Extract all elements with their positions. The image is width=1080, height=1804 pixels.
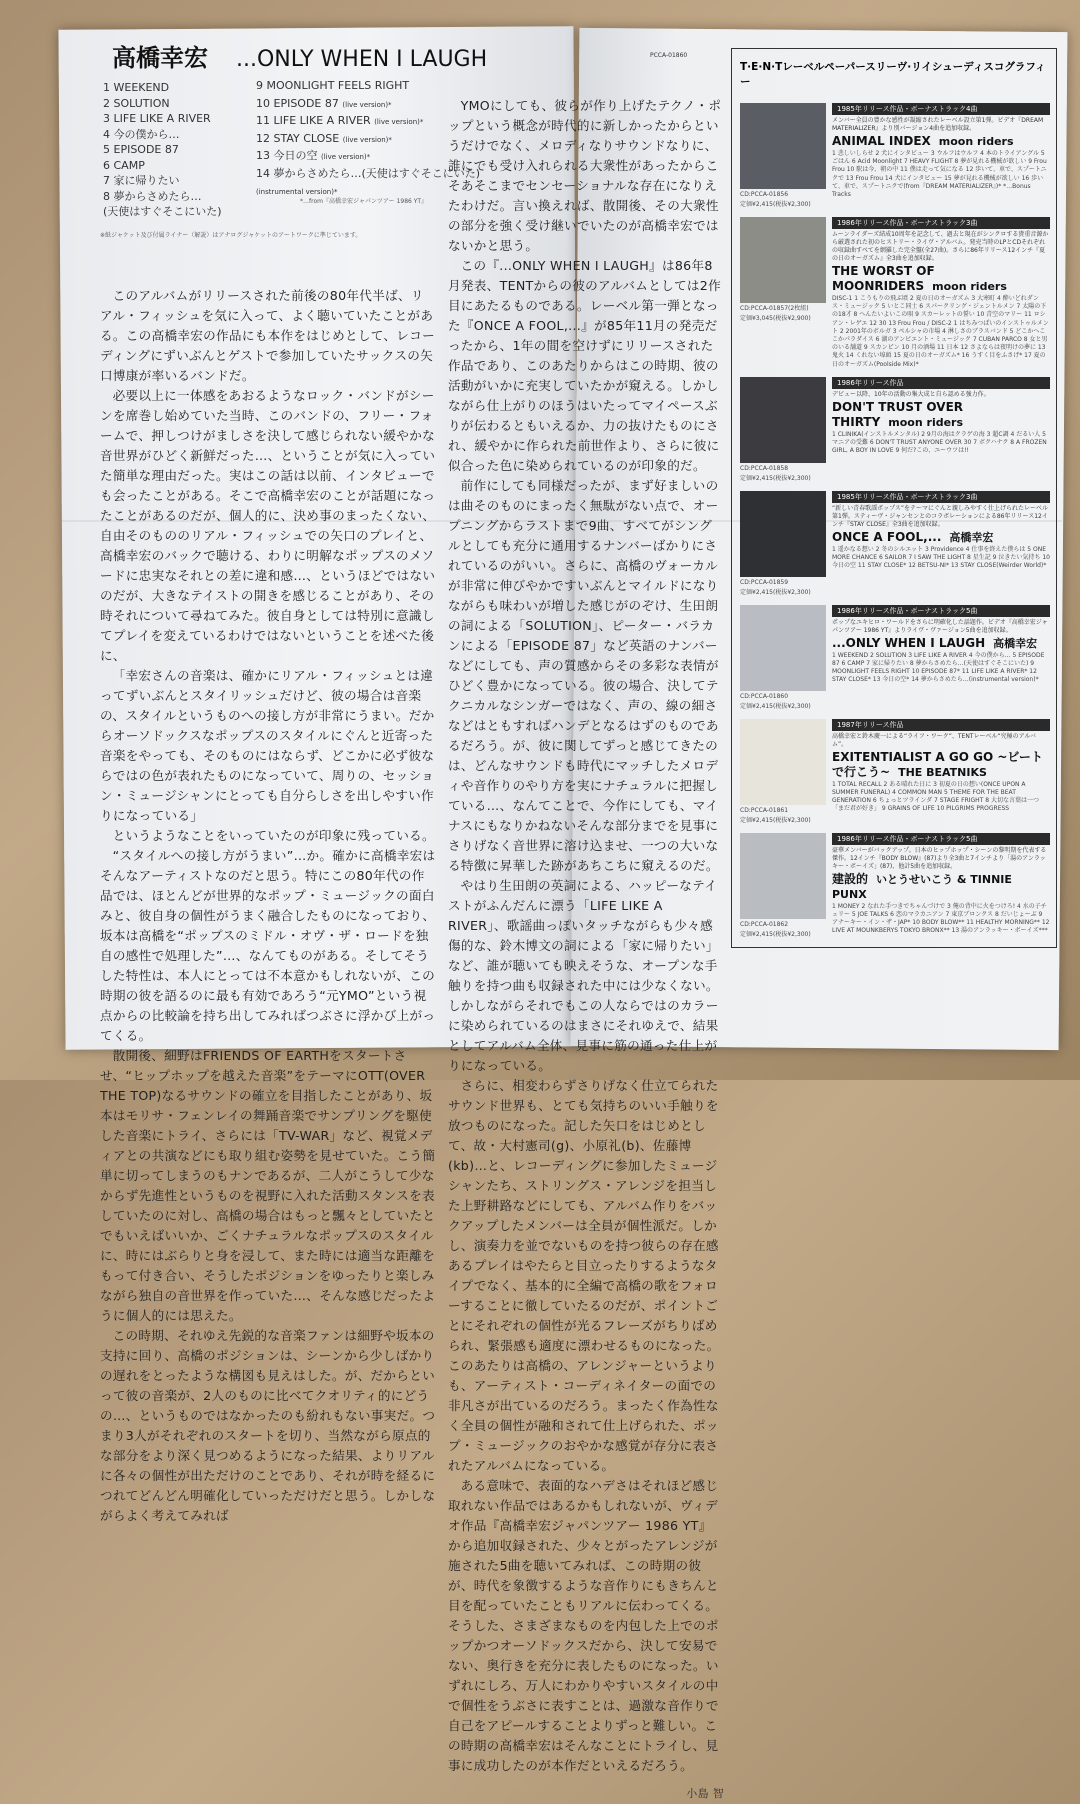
discography-title: T·E·N·Tレーベルペーパースリーヴ·リイシューディスコグラフィー	[740, 61, 1046, 88]
price: 定価¥2,415(税抜¥2,300)	[740, 816, 811, 824]
album-tracklist: 1 TOTAL RECALL 2 ある晴れた日に 3 初夏の日の想い(ONCE UPON A SUMMER FUNERAL) 4 COMMON MAN 5 THEME FOR THE BEAT GENERATION 6 ちょっとツラインダ 7 STAGE FRIGHT 8 大切な言葉は一つ「まだ君が好き」 9 GRAINS OF LIFE 10 PILGRIMS PROGRESS	[832, 780, 1039, 813]
essay-paragraph: 必要以上に一体感をあおるようなロック・バンドがシーンを席巻し始めていた当時、このバンドの、フリー・フォームで、押しつけがましさを決して感じられない緩やかな音世界がひどく新鮮だった…、ということが気に入っていた簡単な理由だった。実はこの話は以前、インタビューでも会ったことがある。そこで高橋幸宏のことが話題になったことがあるのだが、個人的に、決め事のまったくない、自由そのもののリアル・フィッシュでの矢口のプレイと、高橋幸宏のバックで聴ける、わりに明解なポップスのメソードに忠実なそれとの差に違和感…、というほどではないのだが、大きなテイストの開きを感じることがあり、その時それについて尋ねてみた。彼自身としては特別に意識してプレイを変えているわけではないということを述べた後に、	[100, 388, 436, 663]
album-description: ムーンライダーズ結成10周年を記念して、過去と現在がシンクロする貴重音源から厳選された初のヒストリー・ライヴ・アルバム。発売当時のLPとCDそれぞれの収録曲すべてを網羅した完全盤(全27曲)。さらに86年リリース12インチ『夏の日のオーガズム』全3曲を追加収録。	[832, 231, 1049, 262]
essay-paragraph: この『...ONLY WHEN I LAUGH』は86年8月発表、TENTからの彼のアルバムとしては2作目にあたるものである。レーベル第一弾となった『ONCE A FOOL,...』が85年11月の発売だったから、1年の間を空けずにリリースされた作品であり、このあたりからはこの時期、彼の活動がいかに充実していたかが窺える。しかしながら仕上がりのほうはいたってマイペースぶりが伝わるともいえるか、力の抜けたものにされ、緩やかに作られた前世作より、さらに彼に似合った色に染められているのが印象的だ。	[448, 258, 721, 473]
album-info	[832, 719, 1050, 825]
track-version: (live version)*	[342, 100, 392, 109]
album-info	[832, 217, 1050, 369]
cover-column	[740, 103, 826, 209]
track-item: 3 LIFE LIKE A RIVER	[103, 112, 211, 125]
discography-entry	[740, 377, 1050, 483]
album-name: ANIMAL INDEX	[832, 134, 931, 148]
album-artist: 高橋幸宏	[949, 530, 994, 544]
album-tracklist: 1 MONEY 2 なれた手つきでちゃんづけで 3 俺の背中に火をつけろ! 4 水の子チェリー 5 JOE TALKS 6 恋のマラカニアン 7 東京ブロンクス 8 だいじょーぶ 9 アナーキー・イン・ザ・JAP* 10 BODY BLOW** 11 HEALTHY MORNING** 12 LIVE AT MOUNKBERYS TOKYO BRONX** 13 湯のアンラッキー・ボーイズ***	[832, 902, 1050, 935]
release-band: 1986年リリース作品・ボーナストラック5曲	[832, 833, 1050, 845]
album-title	[832, 264, 1050, 294]
essay-paragraph: この時期、それゆえ先鋭的な音楽ファンは細野や坂本の支持に回り、高橋のポジションは、シーンから少しばかりの遅れをとったような構図も見えはした。が、だからといって彼の音楽が、2人のものに比べてクオリティ的にどうの…、というものではなかったのも紛れもない事実だ。つまり3人がそれぞれのスタートを切り、当然ながら原点的な部分をより深く見つめるようになった結果、よりリアルに各々の個性が出ただけのことであり、それが時を経るにつれてどんどん明確化していっただけだと思う。しかしながらよく考えてみれば	[100, 1328, 436, 1523]
essay-paragraph: というようなことをいっていたのが印象に残っている。	[112, 828, 435, 843]
track-item: 7 家に帰りたい	[103, 174, 180, 187]
catalog-number: PCCA-01860	[650, 52, 688, 59]
track-title: 14 夢からさめたら…(天使はすぐそこにいた)	[256, 166, 481, 180]
album-artist: 高橋幸宏	[993, 636, 1038, 650]
album-artist: THE BEATNIKS	[898, 765, 987, 779]
track-version: (instrumental version)*	[256, 188, 338, 196]
artist-name: 高橋幸宏	[112, 44, 208, 72]
cover-column	[740, 377, 826, 483]
essay-paragraph: 前作にしても同様だったが、まず好ましいのは曲そのものにまったく無駄がない点で、オープニングからラストまで9曲、すべてがシングルとしても充分に通用するナンバーばかりにされているのがいい。さらに、高橋のヴォーカルが非常に伸びやかですいぶんとマイルドになりながらも味わいが増した感じがのぞけ、生田朗の詞による「SOLUTION」、ピーター・バラカンによる「EPISODE 87」など英語のナンバーなどにしても、声の質感からその多彩な表情がひどく豊かになっている。彼の場合、決してテクニカルなシンガーではなく、声の、線の細さなどはともすればハンデとなるはずのものであるだろう。が、彼に関してずっと感じてきたのは、どんなサウンドも時代にマッチしたメロディや音作りのやり方を実にナチュラルに把握している…、なんてことで、今作にしても、マイナスにもなりかねないそんな部分までを見事にさりげなく音世界に溶け込ませ、一つの大いなる特徴に昇華した跡があちこちに窺えるのだ。	[448, 478, 719, 873]
album-tracklist: 1 遥かなる想い 2 冬のシルエット 3 Providence 4 仕事を終えた僕らは 5 ONE MORE CHANCE 6 SAILOR 7 I SAW THE LIGHT 8 星生記 9 泣きたい気持ち 10 今日の空 11 STAY CLOSE* 12 BETSU-NI* 13 STAY CLOSE(Weirder World)*	[832, 545, 1050, 570]
cd-number: CD:PCCA-01860	[740, 692, 789, 700]
release-band: 1986年リリース作品・ボーナストラック5曲	[832, 605, 1050, 617]
album-name: DON'T TRUST OVER THIRTY	[832, 399, 964, 429]
album-name: ONCE A FOOL,...	[832, 529, 942, 544]
album-info	[832, 491, 1050, 597]
album-name: 建設的	[832, 871, 869, 886]
track-item	[256, 166, 480, 184]
essay-paragraph: このアルバムがリリースされた前後の80年代半ば、リアル・フィッシュを気に入って、よく聴いていたことがある。この高橋幸宏の作品にも本作をはじめとして、レコーディングにずいぶんとゲストで参加していたサックスの矢口博康が率いるバンドだ。	[100, 288, 435, 383]
essay-paragraph: 散開後、細野はFRIENDS OF EARTHをスタートさせ、“ヒップホップを越えた音楽”をテーマにOTT(OVER THE TOP)なるサウンドの確立を目指したことがあり、坂本はモリサ・フェンレイの舞踊音楽でサンプリングを駆使した音楽にトライ、さらには「TV-WAR」など、視覚メディアとの共演などにも取り組む姿勢を見せていた。こう簡単に切ってしまうのもナンであるが、二人がこうして少なからず先進性というものを視野に入れた活動スタンスを表していたのに対し、高橋の場合はもっと飄々としていたとでもいえばいいか、ごくナチュラルなポップスのスタイルに、時にはぶらりと身を浸して、また時には適当な距離をもって付き合い、そうしたポジションをゆったりと楽しみながら独自の音世界を作っていた…、そんな感じだったように個人的には思えた。	[100, 1048, 436, 1323]
track-title: 13 今日の空	[256, 149, 318, 162]
tracklist-right	[256, 78, 480, 201]
release-band: 1987年リリース作品	[832, 719, 1050, 731]
album-title	[832, 636, 1050, 651]
album-tracklist: DISC-1 1 こうもりの飛ぶ頃 2 夏の日のオーガズム 3 大寒町 4 酔いどれダンス・ミュージック 5 いとこ同士 6 スパークリング・ジェントルメン 7 太陽の下の18才 8 へんたいよいこの唄 9 スカーレットの誓い 10 青空のマリー 11 ロシアン・レゲエ 12 30 13 Frou Frou / DISC-2 1 はちみつぱいのインストゥルメント 2 2001年のボルガ 3 ペルシャの市場 4 淋しさのブラスバンド 5 どこかへここかパラダイス 6 湖のアンビエント・ミュージック 7 CUBAN PARCO 8 女と男のいる舗道 9 スカンピン 10 月の酒場 11 日本 12 さよならは夜明けの夢に 13 鬼火 14 くれない埠頭 15 夏の日のオーガズム* 16 うすく目をふさげ* 17 夏の日のオーガズム(Poolside Mix)*	[832, 295, 1049, 368]
album-title	[832, 530, 1050, 545]
release-band: 1985年リリース作品・ボーナストラック3曲	[832, 491, 1050, 503]
track-version: (live version)*	[374, 118, 424, 126]
album-title	[832, 872, 1050, 902]
cover-column	[740, 605, 826, 711]
album-name: EXITENTIALIST A GO GO ~ビートで行こう~	[832, 749, 1043, 779]
author-name: 小島 智	[686, 1787, 724, 1800]
cover-column	[740, 217, 826, 369]
album-cover-image	[740, 491, 826, 577]
essay-column-1	[100, 286, 436, 1526]
album-tracklist: 1 悲しいしらせ 2 犬にインタビュー 3 ウルフはウルフ 4 本のトライアングル 5 ごはん 6 Acid Moonlight 7 HEAVY FLIGHT 8 夢が見れる機械が欲しい 9 Frou Frou 10 駅は今、朝の中 11 僕は走って気になる 12 歩いて、車で、スプートニクで 13 Frou Frou 14 犬にインタビュー 15 夢が見れる機械が欲しい 16 歩いて、車で、スプートニクで(from『DREAM MATERIALIZER』)* *…Bonus Tracks	[832, 150, 1047, 199]
album-description: デビュー以降、10年の活動の集大成と自ら認める強力作。	[832, 390, 990, 398]
track-item	[256, 78, 480, 96]
discography-panel	[731, 48, 1057, 948]
track-item: 1 WEEKEND	[103, 81, 170, 94]
discography-entry	[740, 605, 1050, 711]
cd-number: CD:PCCA-01862	[740, 920, 789, 928]
album-info	[832, 833, 1050, 939]
album-title	[832, 750, 1050, 780]
price: 定価¥2,415(税抜¥2,300)	[740, 201, 811, 208]
price: 定価¥2,415(税抜¥2,300)	[740, 588, 811, 596]
album-tracklist: 1 WEEKEND 2 SOLUTION 3 LIFE LIKE A RIVER 4 今の僕から… 5 EPISODE 87 6 CAMP 7 家に帰りたい 8 夢からさめたら…(天使はすぐそこにいた) 9 MOONLIGHT FEELS RIGHT 10 EPISODE 87* 11 LIFE LIKE A RIVER* 12 STAY CLOSE* 13 今日の空* 14 夢からさめたら…(instrumental version)*	[832, 651, 1045, 684]
album-cover-image	[740, 719, 826, 805]
essay-paragraph: ある意味で、表面的なハデさはそれほど感じ取れない作品ではあるかもしれないが、ヴィデオ作品『高橋幸宏ジャパンツアー 1986 YT』から追加収録された、少々とがったアレンジが施された5曲を聴いてみれば、この時期の彼が、時代を象徴するような音作りにもきちんと目を配っていたこともリアルに伝わってくる。そうした、さまざまなものを内包した上でのポップかつオーソドックスだから、決して安易でない、奥行きを充分に表したものになった。いずれにしろ、万人にわかりやすいスタイルの中で個性をうぶさに表すことは、過激な音作りで自己をアピールすることよりずっと難しい。この時期の高橋幸宏はそんなことにトライし、見事に成功したのが本作だといえるだろう。	[448, 1478, 719, 1773]
track-title: 10 EPISODE 87	[256, 96, 339, 110]
release-band: 1985年リリース作品・ボーナストラック4曲	[832, 103, 1050, 115]
track-version: (live version)*	[342, 135, 392, 144]
album-title	[832, 400, 1050, 430]
album-name: THE WORST OF MOONRIDERS	[832, 264, 935, 293]
cover-column	[740, 491, 826, 597]
essay-paragraph: YMOにしても、彼らが作り上げたテクノ・ポップという概念が時代的に新しかったからというだけでなく、メロディなりサウンドなりに、誰にでも受け入れられる大衆性があったからこそあそこまでセンセーショナルな存在になりえたわけだ。言い換えれば、散開後、その大衆性の部分を強く受け継いでいたのが高橋幸宏ではないかと思う。	[448, 98, 722, 253]
price: 定価¥2,415(税抜¥2,300)	[740, 702, 811, 710]
track-item: 4 今の僕から…	[103, 127, 180, 141]
track-item: 5 EPISODE 87	[103, 143, 179, 156]
discography-entry	[740, 491, 1050, 597]
track-version: (live version)*	[321, 153, 371, 161]
price: 定価¥2,415(税抜¥2,300)	[740, 930, 811, 938]
album-info	[832, 377, 1050, 483]
album-cover-image	[740, 377, 826, 463]
price: 定価¥2,415(税抜¥2,300)	[740, 474, 811, 482]
track-title: 11 LIFE LIKE A RIVER	[256, 114, 371, 127]
album-tracklist: 1 CLINIKA(インストルメンタル) 2 9月の海はクラゲの海 3 超C調 4 だるい人 5 マニアの受難 6 DON'T TRUST ANYONE OVER 30 7 ボクハナク 8 A FROZEN GIRL, A BOY IN LOVE 9 何だ?この、ユーウツは!!	[832, 430, 1047, 455]
cd-number: CD:PCCA-01861	[740, 806, 789, 814]
track-item: 8 夢からさめたら…	[103, 189, 202, 203]
album-artist: moon riders	[888, 415, 964, 429]
album-title: ...ONLY WHEN I LAUGH	[236, 47, 488, 72]
album-info	[832, 605, 1050, 711]
album-name: ...ONLY WHEN I LAUGH	[832, 635, 986, 650]
discography-entry	[740, 719, 1050, 825]
album-description: ポップなユキヒロ・ワールドをさらに明確化した話題作。ビデオ『高橋幸宏ジャパンツアー 1986 YT』よりライヴ・ヴァージョン5曲を追加収録。	[832, 618, 1048, 634]
essay-paragraph: 「幸宏さんの音楽は、確かにリアル・フィッシュとは違ってずいぶんとスタイリッシュだけど、彼の場合は音楽の、スタイルというものへの接し方が非常にうまい。だからオーソドックスなポップスのスタイルにぐんと近寄った音楽をやっても、そのものにはならず、どこかに必ず彼ならではの色が表れたものになっていて、周りの、セッション・ミュージシャンにとっても自分らしさを出しやすい作りになっている」	[100, 668, 435, 823]
album-description: “新しい青春歌謡ポップス”をテーマにぐんと親しみやすく仕上げられたレーベル第1弾。スティーヴ・ジャンセンとのコラボレーションによる86年リリース12インチ『STAY CLOSE』全3曲を追加収録。	[832, 504, 1048, 528]
cover-column	[740, 719, 826, 825]
essay-column-2	[448, 96, 724, 1804]
cover-column	[740, 833, 826, 939]
tracklist-left	[103, 80, 222, 220]
track-title: 9 MOONLIGHT FEELS RIGHT	[256, 79, 410, 92]
track-item: 6 CAMP	[103, 158, 145, 172]
discography-entry	[740, 103, 1050, 209]
discography-list	[740, 103, 1050, 939]
cd-number: CD:PCCA-01857(2枚組)	[740, 305, 809, 312]
track-item	[256, 131, 480, 149]
release-band: 1986年リリース作品・ボーナストラック3曲	[832, 217, 1050, 229]
track-item	[256, 113, 480, 131]
track-item	[256, 96, 480, 114]
track-item	[256, 148, 480, 166]
album-heading	[112, 38, 487, 73]
album-cover-image	[740, 605, 826, 691]
album-cover-image	[740, 833, 826, 919]
track-item: 2 SOLUTION	[103, 96, 170, 110]
album-cover-image	[740, 103, 826, 189]
album-description: 豪華メンバーがバックアップ。日本のヒップホップ・シーンの黎明期を代表する傑作。12インチ『BODY BLOW』(87)より全3曲と7インチより「湯のアンラッキー・ボーイズ」(87)、他計5曲を追加収録。	[832, 846, 1047, 870]
price: 定価¥3,045(税抜¥2,900)	[740, 315, 811, 322]
essay-column-2-body	[448, 96, 724, 1776]
album-description: 高橋幸宏と鈴木慶一による“ライフ・ワーク”、TENTレーベル“究極のアルバム”。	[832, 732, 1036, 748]
discography-entry	[740, 217, 1050, 369]
jacket-note: ※紙ジャケット及び付属ライナー（解説）はアナログジャケットのアートワークに準じています。	[100, 232, 362, 239]
cd-number: CD:PCCA-01858	[740, 464, 789, 472]
album-title	[832, 134, 1050, 149]
album-description: メンバー全員の豊かな感性が凝縮されたレーベル設立第1弾。ビデオ『DREAM MATERIALIZER』より別バージョン4曲を追加収録。	[832, 117, 1044, 132]
cd-number: CD:PCCA-01859	[740, 578, 789, 586]
track-title: 12 STAY CLOSE	[256, 131, 340, 145]
essay-paragraph: “スタイルへの接し方がうまい”…か。確かに高橋幸宏はそんなアーティストなのだと思う。特にこの80年代の作品では、ほとんどが世界的なポップ・ミュージックの面白みと、彼自身の個性がうまく融合したものになっており、坂本は高橋を“ポップスのミドル・オヴ・ザ・ロードを独自の感性で処理した”…、なんてものがある。そしてそうした特性は、本人にとっては不本意かもしれないが、この時期の彼を語るのに最も有効であろう“元YMO”という視点からの比較論を持ち出してみればつぶさに浮かび上がってくる。	[100, 848, 436, 1043]
track-item: (天使はすぐそこにいた)	[103, 205, 222, 218]
album-cover-image	[740, 217, 826, 303]
cd-number: CD:PCCA-01856	[740, 191, 789, 198]
album-artist: moon riders	[938, 135, 1014, 148]
album-artist: いとうせいこう & TINNIE PUNX	[832, 872, 1012, 901]
tracks-note: *…from『高橋幸宏ジャパンツアー 1986 YT』	[300, 198, 428, 205]
release-band: 1986年リリース作品	[832, 377, 1050, 389]
discography-entry	[740, 833, 1050, 939]
essay-paragraph: やはり生田朗の英詞による、ハッピーなテイストがふんだんに漂う「LIFE LIKE A RIVER」、歌謡曲っぽいタッチながらも少々感傷的な、鈴木博文の詞による「家に帰りたい」など、誰が聴いても映えそうな、オープンな手触りを持つ曲も収録された中には少なくない。しかしながらそれでもこの人ならではのカラーに染められているのはまさにそれゆえで、結果としてアルバム全体、見事に筋の通った仕上がりになっている。	[448, 878, 719, 1073]
essay-paragraph: さらに、相変わらずさりげなく仕立てられたサウンド世界も、とても気持ちのいい手触りを放つものになった。記した矢口をはじめとして、故・大村憲司(g)、小原礼(b)、佐藤博(kb)…と、レコーディングに参加したミュージシャンたち、ストリングス・アレンジを担当した上野耕路などにしても、アルバム作りをバックアップしたメンバーは全員が個性派だ。しかし、演奏力を並でないものを持つ彼らの存在感あるプレイはやたらと目立ったりするようなタイプでなく、基本的に全編で高橋の歌をフォローすることに徹していたるのだが、ポイントごとにそれぞれの個性が光るフレーズがちりばめられ、緊張感も適度に漂わせるものになった。このあたりは高橋の、アレンジャーというよりも、アーティスト・コーディネイターの面での非凡さが出ているのだろう。まったく作為性なく全員の個性が融和されて仕上げられた、ポップ・ミュージックのおやかな感覚が存分に表されたアルバムになっている。	[448, 1078, 720, 1473]
album-artist: moon riders	[932, 280, 1007, 293]
album-info	[832, 103, 1050, 209]
